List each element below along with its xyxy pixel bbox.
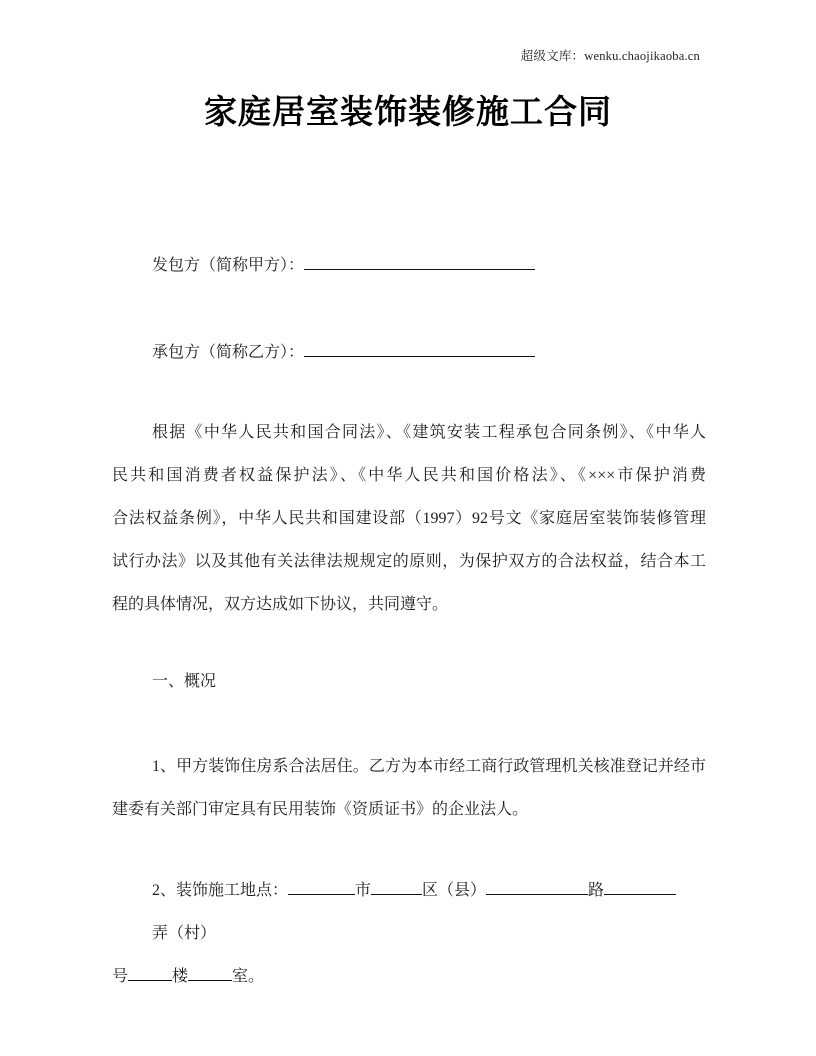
number-suffix: 号 bbox=[112, 968, 129, 985]
preamble-line-4: 试行办法》以及其他有关法律法规规定的原则，为保护双方的合法权益，结合本工 bbox=[112, 553, 706, 570]
city-suffix: 市 bbox=[355, 882, 372, 899]
party-b-line bbox=[152, 331, 535, 375]
clause-2-label: 2、装饰施工地点： bbox=[152, 882, 289, 899]
building-blank-field bbox=[128, 963, 172, 981]
party-b-label: 承包方（简称乙方）： bbox=[152, 344, 305, 361]
road-blank-field bbox=[486, 877, 588, 895]
preamble-line-3: 合法权益条例》，中华人民共和国建设部（1997）92号文《家庭居室装饰装修管理 bbox=[112, 510, 706, 527]
party-a-label: 发包方（简称甲方）： bbox=[152, 257, 305, 274]
preamble-line-2: 民共和国消费者权益保护法》、《中华人民共和国价格法》、《×××市保护消费 bbox=[112, 467, 706, 484]
clause-1-line-1: 1、甲方装饰住房系合法居住。乙方为本市经工商行政管理机关核准登记并经市 bbox=[152, 758, 706, 775]
document-title: 家庭居室装饰装修施工合同 bbox=[204, 93, 612, 130]
district-blank-field bbox=[371, 877, 422, 895]
clause-2-line-1 bbox=[112, 869, 706, 955]
clause-2 bbox=[112, 869, 706, 998]
watermark-label: 超级文库：wenku.chaojikaoba.cn bbox=[520, 49, 700, 63]
party-a-line bbox=[152, 244, 535, 288]
clause-1-line-2: 建委有关部门审定具有民用装饰《资质证书》的企业法人。 bbox=[112, 801, 529, 818]
lane-suffix: 弄（村） bbox=[152, 925, 217, 942]
preamble-line-5: 程的具体情况，双方达成如下协议，共同遵守。 bbox=[112, 596, 449, 613]
room-blank-field bbox=[188, 963, 232, 981]
preamble-paragraph bbox=[112, 411, 706, 626]
watermark-text bbox=[521, 46, 700, 66]
road-suffix: 路 bbox=[588, 882, 605, 899]
clause-1 bbox=[112, 745, 706, 831]
city-blank-field bbox=[288, 877, 355, 895]
section-1 bbox=[112, 660, 706, 703]
room-suffix: 室。 bbox=[232, 968, 265, 985]
lane-blank-field bbox=[604, 877, 676, 895]
section-1-heading: 一、概况 bbox=[152, 673, 217, 690]
preamble-line-1: 根据《中华人民共和国合同法》、《建筑安装工程承包合同条例》、《中华人 bbox=[152, 424, 706, 441]
building-suffix: 楼 bbox=[172, 968, 189, 985]
party-b-blank-field bbox=[304, 339, 535, 357]
party-a-blank-field bbox=[304, 252, 535, 270]
clause-2-line-2 bbox=[112, 955, 706, 998]
district-suffix: 区（县） bbox=[422, 882, 487, 899]
